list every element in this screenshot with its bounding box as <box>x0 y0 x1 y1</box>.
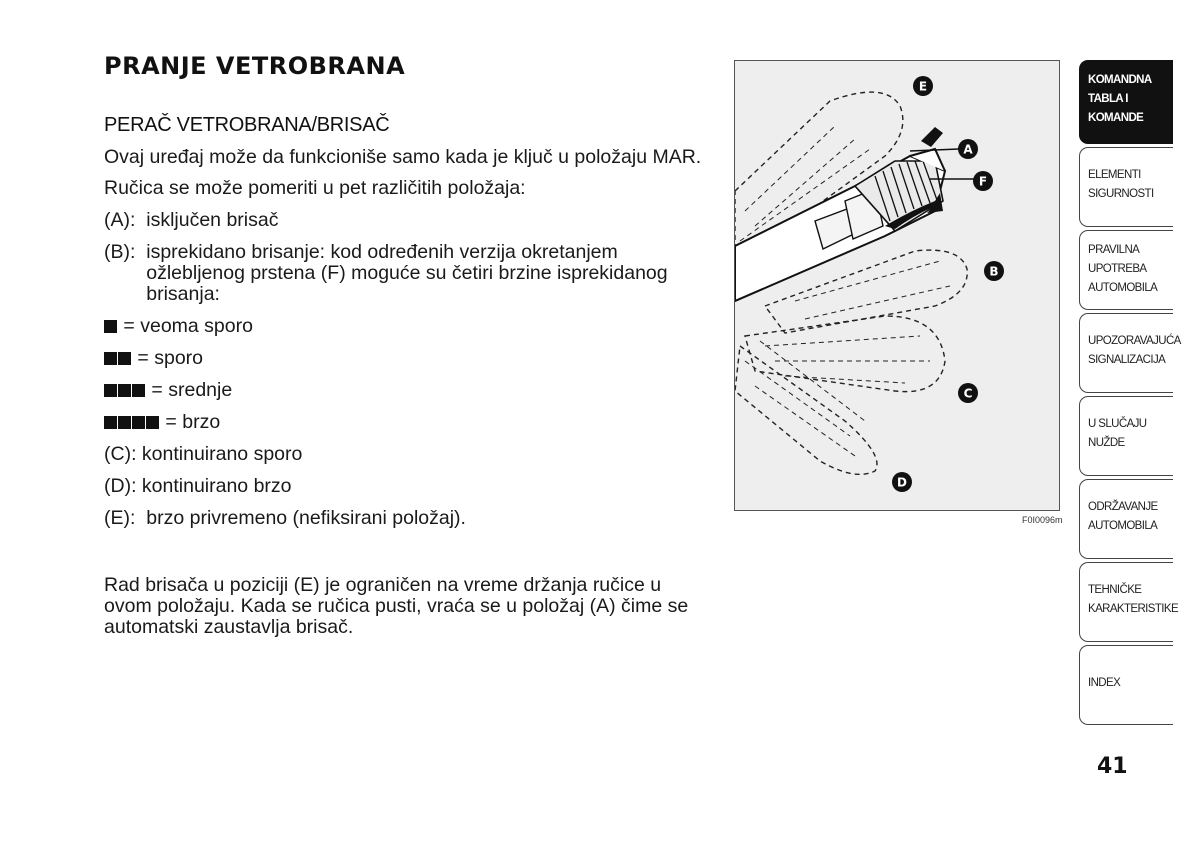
callout-a-text: A <box>963 142 973 157</box>
figure-code: F0I0096m <box>1022 515 1063 525</box>
tab-label-line: TABLA I <box>1088 93 1128 105</box>
tab-odrzavanje-automobila[interactable] <box>1079 479 1173 559</box>
speed-squares-icon <box>104 379 146 401</box>
tab-label-line: KOMANDE <box>1088 112 1144 124</box>
callout-d-text: D <box>897 475 907 490</box>
tab-label-line: ELEMENTI <box>1088 169 1141 181</box>
position-b-label: (B): <box>104 241 147 263</box>
page-number: 41 <box>1097 754 1128 779</box>
tab-elementi-sigurnosti[interactable] <box>1079 147 1173 227</box>
position-d-label: (D): <box>104 475 142 497</box>
position-e-item <box>104 508 714 529</box>
tab-upozoravajuca-signalizacija[interactable] <box>1079 313 1181 393</box>
position-c-item <box>104 444 714 465</box>
tab-pravilna-upotreba[interactable] <box>1079 230 1173 310</box>
instructions-body <box>104 147 714 529</box>
position-d-ghost-lines <box>745 341 865 456</box>
tab-label-line: U SLUČAJU <box>1088 418 1147 430</box>
position-a-item <box>104 210 714 231</box>
speed-item <box>104 412 714 433</box>
speed-squares-icon <box>104 347 132 369</box>
speed-text: = sporo <box>137 347 204 369</box>
tab-label-line: KARAKTERISTIKE <box>1088 603 1179 615</box>
callout-f-text: F <box>978 174 988 189</box>
tab-index[interactable] <box>1079 645 1173 725</box>
tab-label-line: AUTOMOBILA <box>1088 282 1158 294</box>
speed-text: = srednje <box>151 379 233 401</box>
chapter-tabs <box>1079 60 1181 728</box>
speed-item <box>104 316 714 337</box>
speed-item <box>104 348 714 369</box>
tab-label-line: UPOZORAVAJUĆA <box>1088 335 1181 347</box>
tab-label-line: UPOTREBA <box>1088 263 1147 275</box>
tab-komandna-tabla[interactable] <box>1079 60 1173 144</box>
section-subtitle: PERAČ VETROBRANA/BRISAČ <box>104 114 390 136</box>
wiper-lever-illustration <box>735 61 1059 510</box>
wiper-lever <box>735 149 945 301</box>
tab-label-line: NUŽDE <box>1088 437 1125 449</box>
tab-u-slucaju-nuzde[interactable] <box>1079 396 1173 476</box>
closing-paragraph: Rad brisača u poziciji (E) je ograničen na vreme držanja ručice u ovom položaju. Kada se ručica pusti, vraća se u položaj (A) čime se automatski zaustavlja brisač. <box>104 574 689 638</box>
tab-label-line: INDEX <box>1088 677 1121 689</box>
position-c-text: kontinuirano sporo <box>141 443 303 465</box>
position-d-item <box>104 476 714 497</box>
speed-squares-icon <box>104 315 118 337</box>
speed-text: = veoma sporo <box>123 315 253 337</box>
position-c-label: (C): <box>104 443 142 465</box>
position-d-ghost <box>735 346 877 474</box>
callout-a-leader <box>910 149 959 151</box>
position-e-label: (E): <box>104 507 147 529</box>
callout-e-text: E <box>918 79 928 94</box>
positions-intro: Ručica se može pomeriti u pet različitih položaja: <box>104 177 526 199</box>
tab-label-line: KOMANDNA <box>1088 74 1152 86</box>
position-d-text: kontinuirano brzo <box>141 475 292 497</box>
tab-label-line: TEHNIČKE <box>1088 584 1142 596</box>
speed-text: = brzo <box>165 411 221 433</box>
tab-label-line: SIGURNOSTI <box>1088 188 1154 200</box>
tab-label-line: AUTOMOBILA <box>1088 520 1158 532</box>
position-c-ghost <box>745 316 945 392</box>
callout-c-text: C <box>963 386 973 401</box>
callout-b-text: B <box>989 264 999 279</box>
tab-label-line: PRAVILNA <box>1088 244 1140 256</box>
up-arrow-icon <box>921 127 943 147</box>
position-c-ghost-lines <box>765 336 930 383</box>
position-a-text: isključen brisač <box>146 209 279 231</box>
wiper-lever-figure <box>734 60 1060 511</box>
intro-paragraph: Ovaj uređaj može da funkcioniše samo kada je ključ u položaju MAR. <box>104 146 702 168</box>
position-b-ghost-lines <box>795 261 950 319</box>
speed-item <box>104 380 714 401</box>
speed-squares-icon <box>104 411 160 433</box>
speed-list <box>104 316 714 433</box>
position-b-text: isprekidano brisanje: kod određenih verzija okretanjem ožlebljenog prstena (F) moguće su četiri brzine isprekidanog brisanja: <box>146 241 668 305</box>
tab-label-line: SIGNALIZACIJA <box>1088 354 1166 366</box>
page-title: PRANJE VETROBRANA <box>104 52 406 80</box>
tab-label-line: ODRŽAVANJE <box>1088 501 1158 513</box>
position-b-item <box>104 242 714 305</box>
position-a-label: (A): <box>104 209 147 231</box>
tab-tehnicke-karakteristike[interactable] <box>1079 562 1179 642</box>
position-e-text: brzo privremeno (nefiksirani položaj). <box>146 507 466 529</box>
